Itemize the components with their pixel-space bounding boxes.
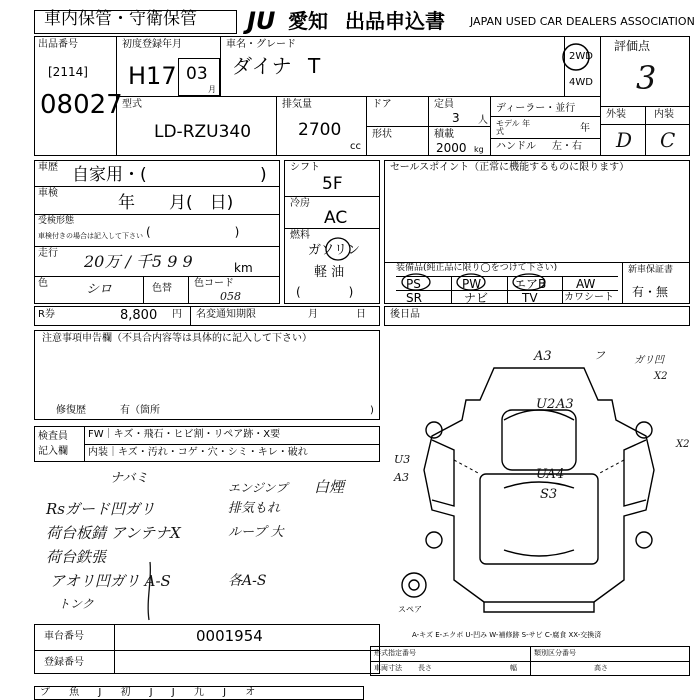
drive-4wd: 4WD [569,77,593,88]
inspection-label: 車検 [38,188,58,199]
inspector-fw-row: FW｜キズ・飛石・ヒビ割・リペア跡・X要 [88,429,281,440]
doors-label: ドア [372,99,392,110]
org-english: JAPAN USED CAR DEALERS ASSOCIATION [470,15,695,28]
repair-value: 有（箇所 [120,405,160,416]
recycle-amount: 8,800 [120,308,158,323]
mileage-unit: km [234,261,253,275]
mark-s3-bed: S3 [540,487,558,502]
hw-note-6: 荷台板錆 アンテナX [46,524,181,542]
history-close: ) [260,165,267,185]
color-label: 色 [38,278,48,289]
hw-note-11: トンク [58,597,94,611]
hw-note-2: エンジンプ [228,481,288,495]
capacity-value: 3 [452,111,460,125]
displacement-label: 排気量 [282,99,312,110]
mark-ua4-bed: UA4 [536,467,565,482]
hw-note-9: アオリ凹ガリ A-S [50,572,171,590]
mark-a3-left: A3 [394,471,409,484]
hw-note-3: 白煙 [314,478,345,496]
shift-label: シフト [290,162,320,173]
registration-label: 登録番号 [44,657,84,668]
hw-note-7: ループ 大 [228,525,284,540]
first-reg-month: 03 [186,64,208,84]
footer-width-label: 幅 [510,664,517,672]
hw-note-10: 各A-S [228,573,267,589]
inspection-value: 年 月( 日) [118,193,234,213]
history-value: 自家用・( [72,165,147,185]
rating-score: 3 [636,59,657,97]
model-label: 型式 [122,99,142,110]
recycle-label: R券 [38,309,55,320]
fuel-circle-mark [324,236,352,262]
footer-length-label: 長さ [418,664,432,672]
mark-a3-top: A3 [534,349,552,364]
lot-number: 08027 [40,90,123,120]
mark-u3-left: U3 [394,453,411,466]
equip-tv: TV [522,291,538,305]
exterior-label: 外装 [606,109,626,120]
form-title: 出品申込書 [345,9,445,33]
handle-options: 左・右 [552,141,582,152]
interior-label: 内装 [654,109,674,120]
fuel-gasoline: ガソリン [308,243,361,258]
mark-gari-bump: ガリ凹 [634,355,664,366]
warranty-label: 新車保証書 [628,265,674,275]
chassis-number: 0001954 [196,627,263,645]
color-code-value: 058 [220,290,241,303]
equip-airbag: エアB [514,277,547,291]
form-label: 受検形態 [38,216,75,226]
year-suffix: 年 [580,123,590,134]
storage-label: 車内保管・守衛保管 [44,9,197,29]
mark-x2-side: X2 [676,439,690,450]
ju-logo: JU [247,7,276,35]
first-reg-year: H17 [128,62,177,90]
load-value: 2000 [436,141,467,155]
aircon-label: 冷房 [290,198,310,209]
color-value: シロ [86,282,113,297]
shift-value: 5F [322,174,343,194]
rating-label: 評価点 [614,39,651,53]
history-label: 車歴 [38,162,58,173]
handle-label: ハンドル [496,141,536,152]
repair-close: ) [370,405,374,416]
exterior-value: D [616,128,633,152]
vehicle-grade: T [308,54,321,78]
name-change-label: 名変通知期限 [196,309,256,320]
month-suffix: 月 [208,85,216,94]
equip-aw: AW [576,277,596,291]
equip-pw: PW [462,277,482,291]
name-change-day: 日 [356,309,366,320]
warranty-value: 有・無 [632,285,669,299]
recycle-unit: 円 [172,309,182,320]
lot-bracket-code: [2114] [48,65,88,79]
vehicle-name: ダイナ [232,54,292,78]
mileage-value: 20万 / 千5 9 9 [84,252,193,271]
spare-label: スペア [398,605,422,614]
notes-label: 注意事項申告欄（不具合内容等は具体的に記入して下さい） [42,333,312,344]
chassis-label: 車台番号 [44,631,84,642]
load-label: 積載 [434,129,454,140]
load-unit: kg [474,145,484,154]
dealer-label: ディーラー・並行 [496,103,576,114]
equipment-circle-marks [398,272,558,292]
mark-x2-right: X2 [654,371,668,382]
inspector-label-1: 検査員 [38,431,68,442]
postscript-row [384,306,690,326]
org-name: 愛知 [288,9,328,33]
sales-point-label: セールスポイント（正常に機能するものに限ります） [390,162,630,173]
inspector-label-2: 記入欄 [38,446,68,457]
footer-dim-label: 車両寸法 [374,664,402,672]
fuel-label: 燃料 [290,230,310,241]
mileage-label: 走行 [38,248,58,259]
name-change-month: 月 [308,309,318,320]
capacity-label: 定員 [434,99,454,110]
aircon-value: AC [324,208,348,228]
drive-circle-mark [560,40,596,72]
fuel-paren: ( ) [296,285,354,299]
mark-fu: フ [594,349,605,362]
interior-value: C [660,128,676,152]
lot-label: 出品番号 [38,39,78,50]
damage-legend: A-キズ E-エクボ U-凹み W-補修跡 S-サビ C-腐食 XX-交換済 [412,631,602,639]
shape-label: 形状 [372,129,392,140]
model-value: LD-RZU340 [154,122,252,142]
equip-ps: PS [406,277,421,291]
inspector-interior-row: 内装｜キズ・汚れ・コゲ・穴・シミ・キレ・破れ [88,447,308,458]
color-code-label: 色コード [194,278,234,289]
footer-height-label: 高さ [594,664,608,672]
model-year-label: モデル 年式 [496,119,531,136]
equip-sr: SR [406,291,422,305]
equipment-label: 装備品(純正品に限り◯をつけて下さい) [396,263,558,273]
hw-note-1: ナバミ [110,471,149,486]
footer-class-label: 類別区分番号 [534,649,576,657]
displacement-unit: cc [350,141,361,152]
form-paren: ( ) [146,225,240,239]
form-note: 車検付きの場合は記入して下さい [38,232,143,240]
vehicle-name-label: 車名・グレード [226,39,296,50]
hw-pen-stroke [140,560,160,622]
hw-note-8: 荷台鉄張 [46,548,107,566]
drive-2wd: 2WD [569,51,593,62]
repair-label: 修復歴 [56,405,86,416]
bottom-strip-text: プ 魚 J 初 J J 九 J オ [40,687,264,698]
footer-type-label: 形式指定番号 [374,649,416,657]
equip-leather: カワシート [564,292,614,303]
mark-u2-cab: U2 [536,397,556,412]
fuel-diesel: 軽 油 [314,265,345,280]
hw-note-5: 排気もれ [228,501,281,516]
hw-note-4: Rsガード凹ガリ [46,500,155,518]
displacement-value: 2700 [298,120,342,140]
first-reg-label: 初度登録年月 [122,39,182,50]
color-change-label: 色替 [152,283,172,294]
mark-a3-cab: A3 [556,397,574,412]
equip-navi: ナビ [464,291,489,305]
postscript-label: 後日品 [390,309,420,320]
capacity-unit: 人 [478,115,488,126]
